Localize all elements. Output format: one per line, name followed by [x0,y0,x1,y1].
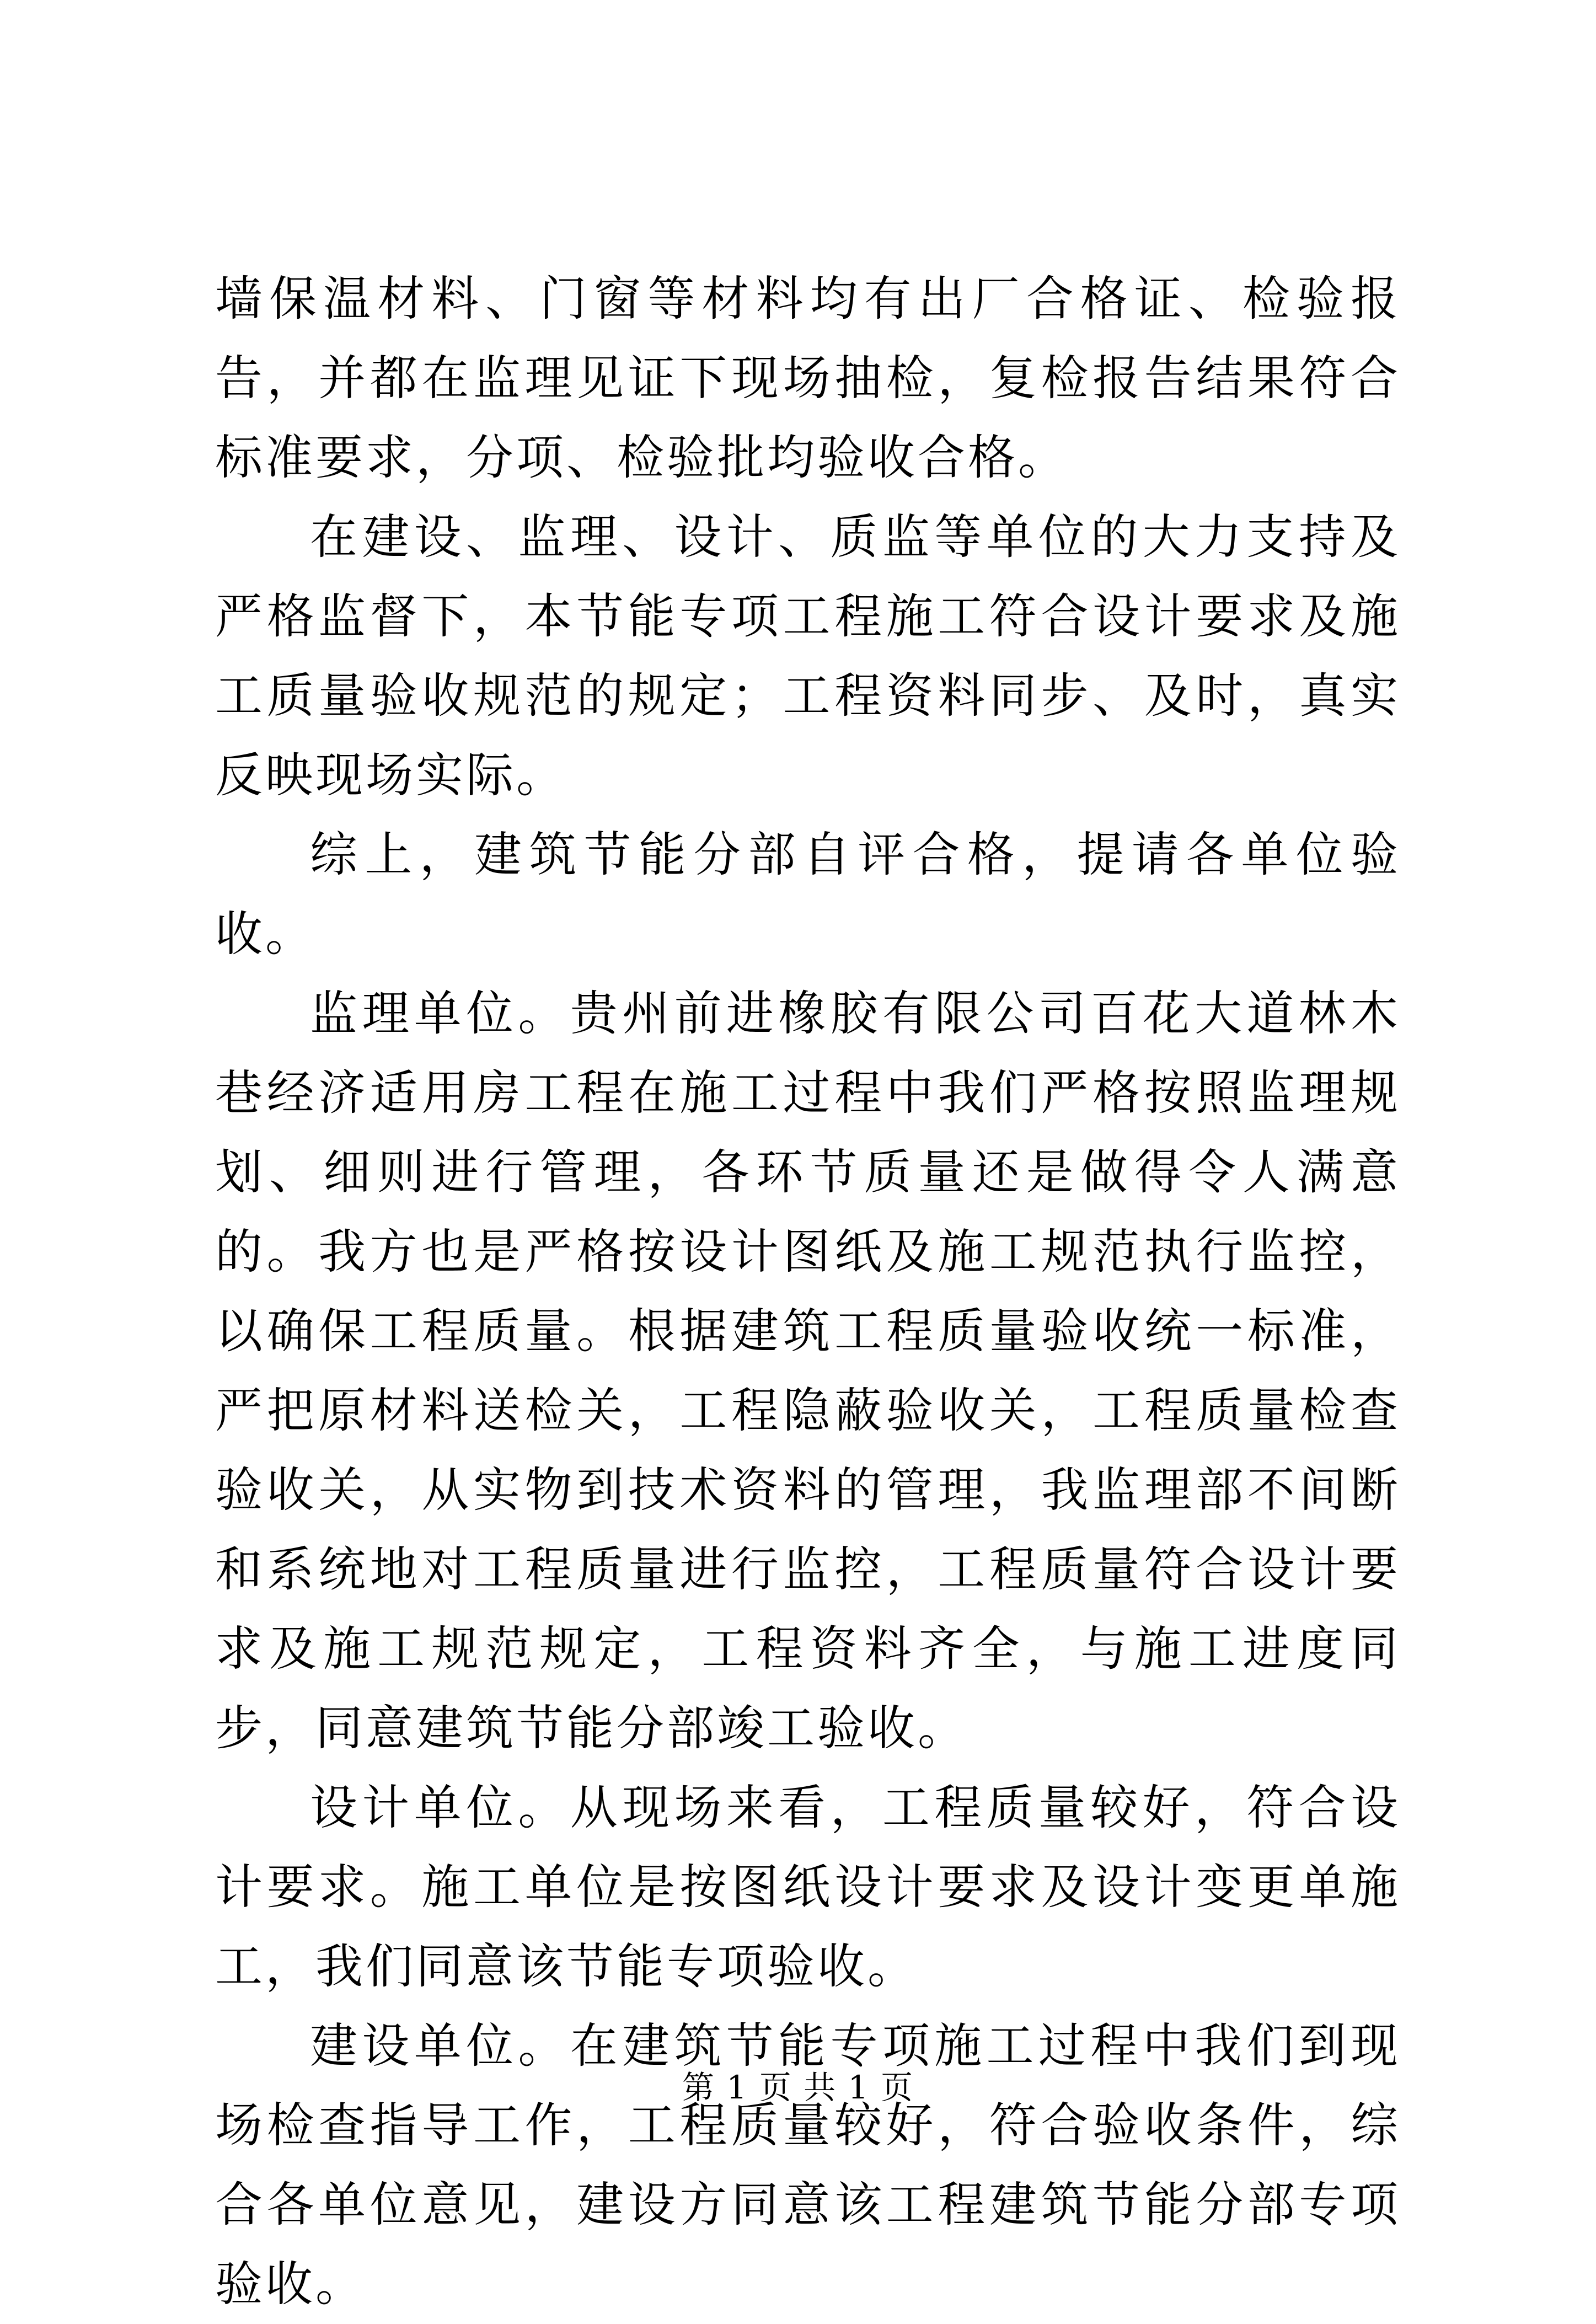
paragraph-4: 监理单位。贵州前进橡胶有限公司百花大道林木巷经济适用房工程在施工过程中我们严格按照监理规划、细则进行管理，各环节质量还是做得令人满意的。我方也是严格按设计图纸及施工规范执行监控，以确保工程质量。根据建筑工程质量验收统一标准，严把原材料送检关，工程隐蔽验收关，工程质量检查验收关，从实物到技术资料的管理，我监理部不间断和系统地对工程质量进行监控，工程质量符合设计要求及施工规范规定，工程资料齐全，与施工进度同步，同意建筑节能分部竣工验收。 [215,986,1401,1756]
document-body [215,259,1401,2324]
paragraph-6: 建设单位。在建筑节能专项施工过程中我们到现场检查指导工作，工程质量较好，符合验收条件，综合各单位意见，建设方同意该工程建筑节能分部专项验收。 [215,2018,1401,2312]
paragraph-5: 设计单位。从现场来看，工程质量较好，符合设计要求。施工单位是按图纸设计要求及设计变更单施工，我们同意该节能专项验收。 [215,1780,1401,1994]
paragraph-3: 综上，建筑节能分部自评合格，提请各单位验收。 [215,827,1401,962]
paragraph-2: 在建设、监理、设计、质监等单位的大力支持及严格监督下，本节能专项工程施工符合设计要求及施工质量验收规范的规定；工程资料同步、及时，真实反映现场实际。 [215,510,1401,803]
page-footer: 第 1 页 共 1 页 [682,2069,914,2106]
paragraph-1: 墙保温材料、门窗等材料均有出厂合格证、检验报告，并都在监理见证下现场抽检，复检报告结果符合标准要求，分项、检验批均验收合格。 [215,271,1401,485]
